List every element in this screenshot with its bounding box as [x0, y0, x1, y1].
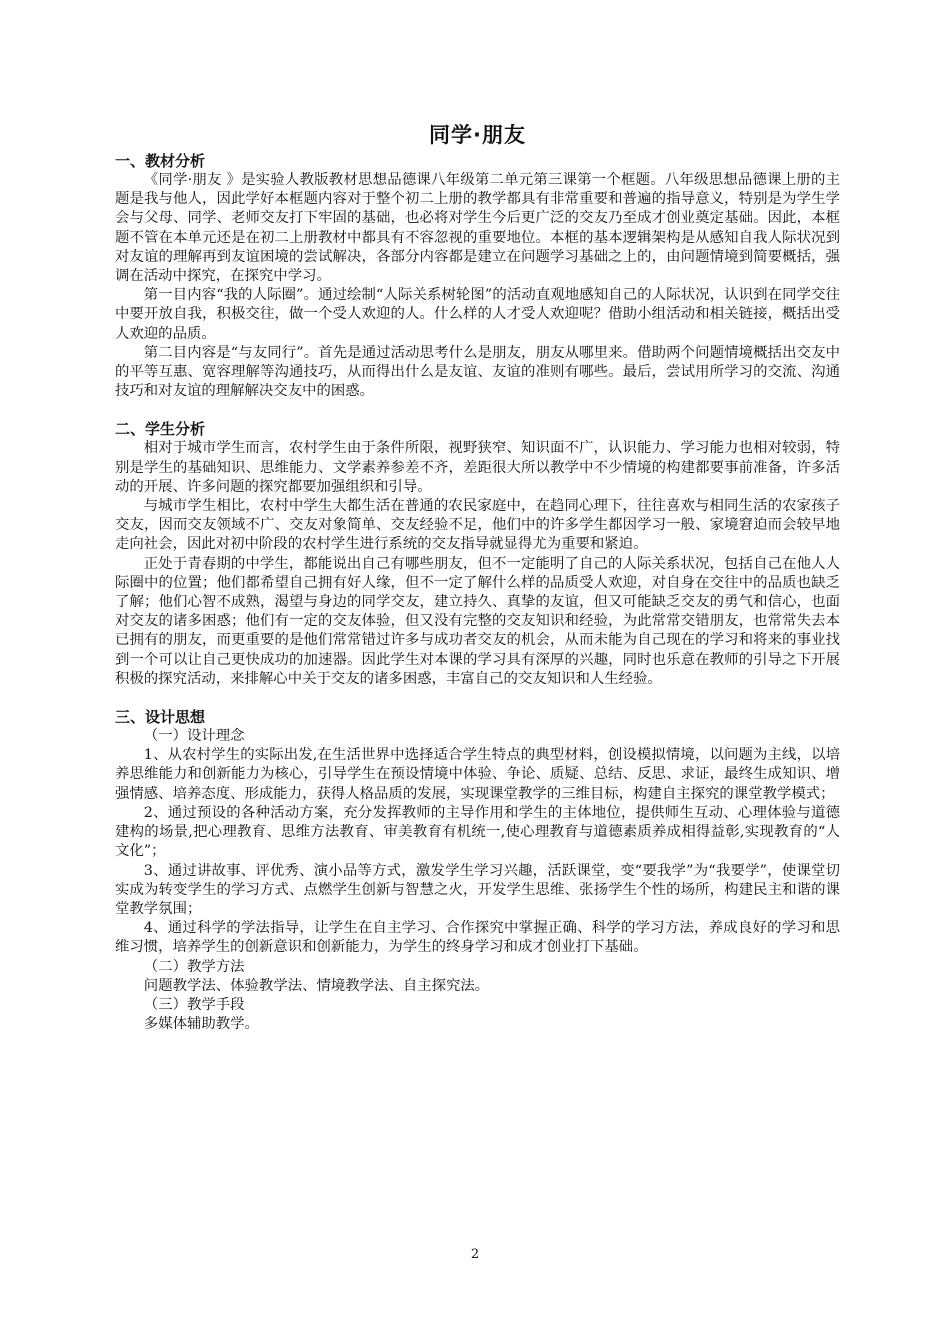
document-page	[115, 118, 840, 1034]
paragraph: 第一目内容“我的人际圈”。通过绘制“人际关系树轮图”的活动直观地感知自己的人际状况，认识到在同学交往中要开放自我，积极交往，做一个受人欢迎的人。什么样的人才受人欢迎呢？借助小组活动和相关链接，概括出受人欢迎的品质。	[115, 287, 840, 342]
sub-heading-design-concept: （一）设计理念	[143, 728, 245, 745]
paragraph: 《同学·朋友 》是实验人教版教材思想品德课八年级第二单元第三课第一个框题。八年级思想品德课上册的主题是我与他人，因此学好本框题内容对于整个初二上册的教学都具有非常重要和普遍的指导意义，特别是为学生学会与父母、同学、老师交友打下牢固的基础，也必将对学生今后更广泛的交友乃至成才创业奠定基础。因此，本框题不管在本单元还是在初二上册教材中都具有不容忽视的重要地位。本框的基本逻辑架构是从感知自我人际状况到对友谊的理解再到友谊困境的尝试解决，各部分内容都是建立在问题学习基础之上的，由问题情境到简要概括，强调在活动中探究，在探究中学习。	[115, 172, 840, 285]
paragraph: 相对于城市学生而言，农村学生由于条件所限，视野狭窄、知识面不广，认识能力、学习能力也相对较弱，特别是学生的基础知识、思维能力、文学素养参差不齐，差距很大所以教学中不少情境的构建都要事前准备，许多活动的开展、许多问题的探究都要加强组织和引导。	[115, 440, 840, 495]
teaching-means-text: 多媒体辅助教学。	[143, 1016, 259, 1033]
paragraph: 与城市学生相比，农村中学生大都生活在普通的农民家庭中，在趋同心理下，往往喜欢与相同生活的农家孩子交友，因而交友领域不广、交友对象简单、交友经验不足，他们中的许多学生都因学习一般、家境窘迫而会较早地走向社会，因此对初中阶段的农村学生进行系统的交友指导就显得尤为重要和紧迫。	[115, 498, 840, 553]
list-item: 3、通过讲故事、评优秀、演小品等方式，激发学生学习兴趣，活跃课堂，变“要我学”为“我要学”，使课堂切实成为转变学生的学习方式、点燃学生创新与智慧之火，开发学生思维、张扬学生个性的场所，构建民主和谐的课堂教学氛围；	[115, 862, 840, 917]
page-number: 2	[470, 1247, 480, 1262]
teaching-methods-text: 问题教学法、体验教学法、情境教学法、自主探究法。	[143, 977, 490, 994]
paragraph: 第二目内容是“与友同行”。首先是通过活动思考什么是朋友，朋友从哪里来。借助两个问题情境概括出交友中的平等互惠、宽容理解等沟通技巧，从而得出什么是友谊、友谊的准则有哪些。最后，尝试用所学习的交流、沟通技巧和对友谊的理解解决交友中的困惑。	[115, 344, 840, 400]
paragraph: 正处于青春期的中学生，都能说出自己有哪些朋友，但不一定能明了自己的人际关系状况，包括自己在他人人际圈中的位置；他们都希望自己拥有好人缘，但不一定了解什么样的品质受人欢迎，对自身在交往中的品质也缺乏了解；他们心智不成熟，渴望与身边的同学交友，建立持久、真挚的友谊，但又可能缺乏交友的勇气和信心，也面对交友的诸多困惑；他们有一定的交友体验，但又没有完整的交友知识和经验，为此常常交错朋友，也常常失去本已拥有的朋友，而更重要的是他们常常错过许多与成功者交友的机会，从而未能为自己现在的学习和将来的事业找到一个可以让自己更快成功的加速器。因此学生对本课的学习具有深厚的兴趣，同时也乐意在教师的引导之下开展积极的探究活动，来排解心中关于交友的诸多困惑，丰富自己的交友知识和人生经验。	[115, 555, 840, 687]
spacer	[115, 689, 840, 708]
list-item: 2、通过预设的各种活动方案，充分发挥教师的主导作用和学生的主体地位，提供师生互动、心理体验与道德建构的场景,把心理教育、思维方法教育、审美教育有机统一,使心理教育与道德素质养成相得益彰,实现教育的“人文化”；	[115, 804, 840, 860]
sub-heading-teaching-methods: （二）教学方法	[143, 958, 245, 975]
section-heading-textbook-analysis: 一、教材分析	[115, 152, 206, 170]
list-item: 4、通过科学的学法指导，让学生在自主学习、合作探究中掌握正确、科学的学习方法，养成良好的学习和思维习惯，培养学生的创新意识和创新能力，为学生的终身学习和成才创业打下基础。	[115, 920, 840, 956]
document-title: 同学·朋友	[429, 123, 526, 147]
section-heading-design-thinking: 三、设计思想	[115, 708, 206, 727]
list-item: 1、从农村学生的实际出发,在生活世界中选择适合学生特点的典型材料，创设模拟情境，以问题为主线，以培养思维能力和创新能力为核心，引导学生在预设情境中体验、争论、质疑、总结、反思、求证，最终生成知识、增强情感、培养态度、形成能力，获得人格品质的发展，实现课堂教学的三维目标，构建自主探究的课堂教学模式；	[115, 747, 840, 802]
sub-heading-teaching-means: （三）教学手段	[143, 996, 245, 1013]
section-heading-student-analysis: 二、学生分析	[115, 420, 206, 439]
spacer	[115, 401, 840, 420]
